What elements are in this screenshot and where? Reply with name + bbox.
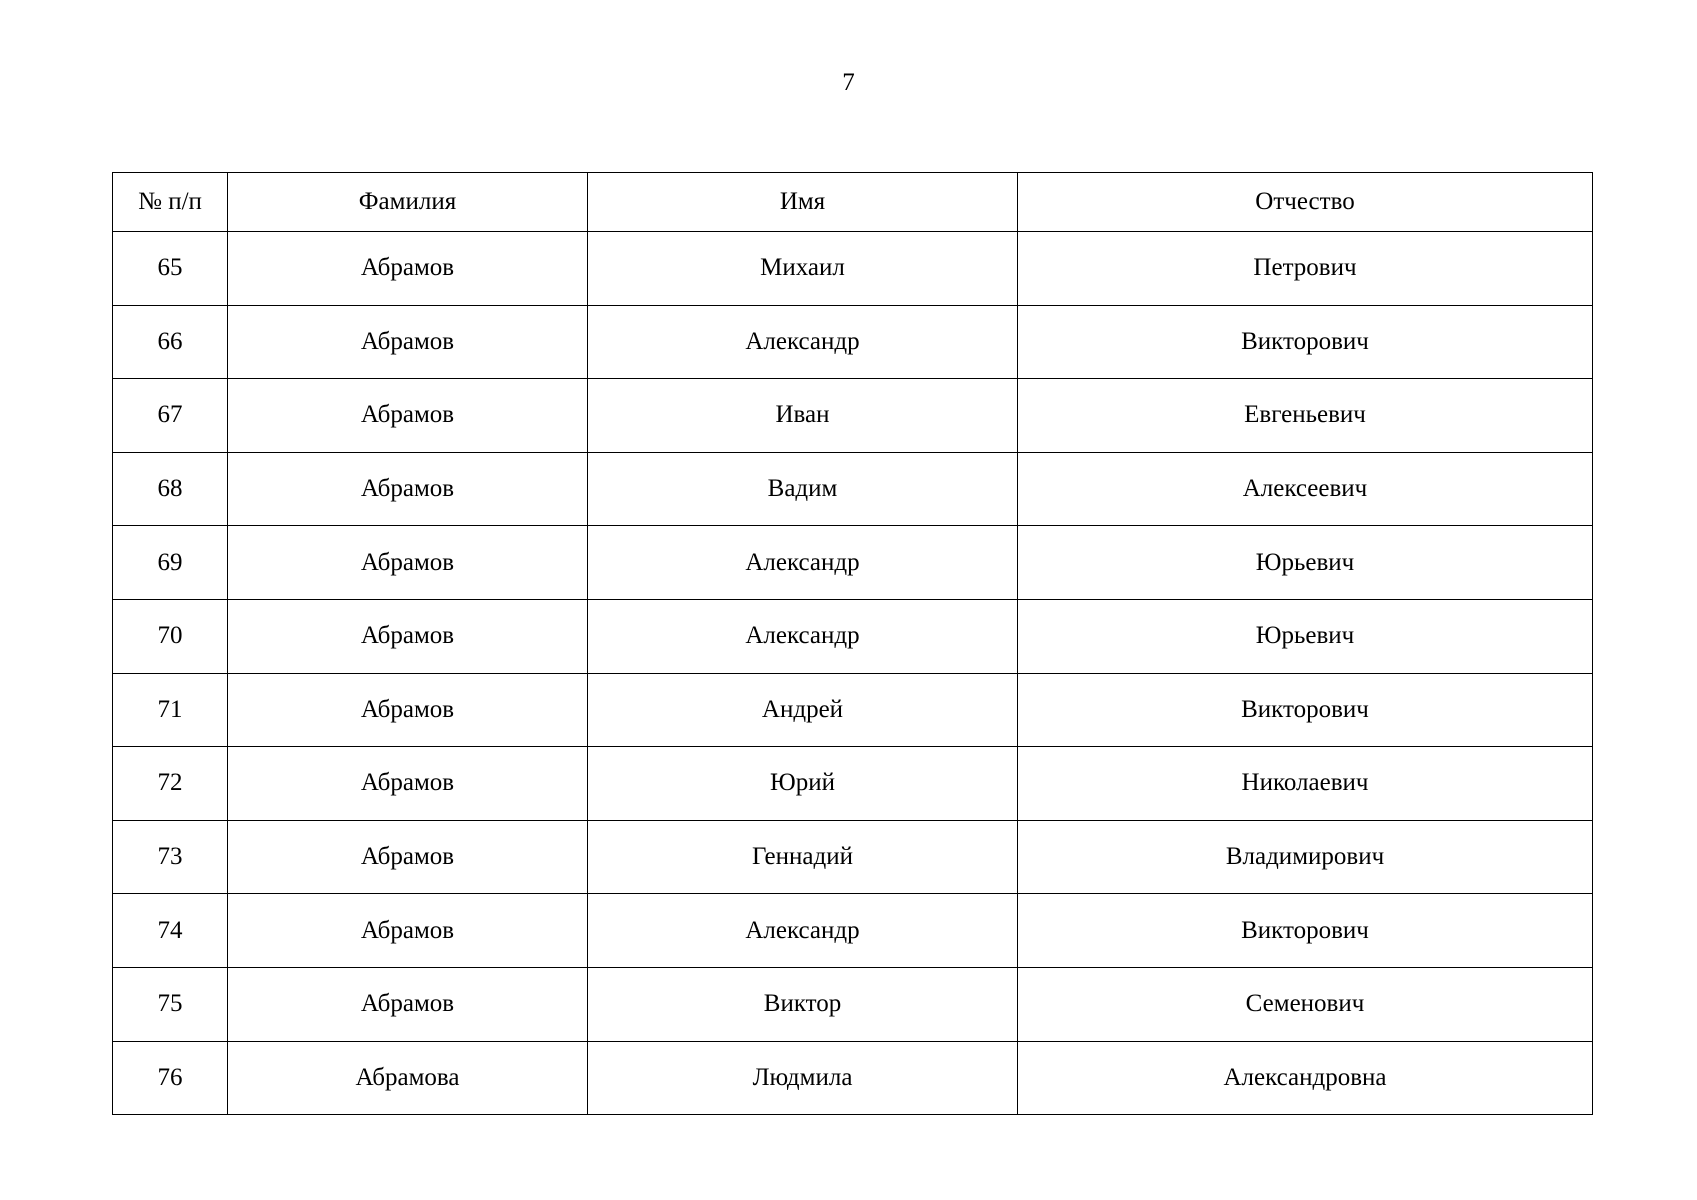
cell-number: 72 bbox=[113, 747, 228, 821]
cell-number: 65 bbox=[113, 232, 228, 306]
header-row bbox=[113, 173, 1593, 232]
cell-first-name: Юрий bbox=[588, 747, 1018, 821]
cell-number: 73 bbox=[113, 820, 228, 894]
cell-patronymic: Викторович bbox=[1018, 673, 1593, 747]
table-row bbox=[113, 820, 1593, 894]
cell-last-name: Абрамов bbox=[228, 232, 588, 306]
cell-first-name: Андрей bbox=[588, 673, 1018, 747]
cell-first-name: Иван bbox=[588, 379, 1018, 453]
cell-first-name: Виктор bbox=[588, 967, 1018, 1041]
table-header bbox=[113, 173, 1593, 232]
cell-patronymic: Семенович bbox=[1018, 967, 1593, 1041]
cell-last-name: Абрамов bbox=[228, 894, 588, 968]
table-row bbox=[113, 673, 1593, 747]
cell-last-name: Абрамов bbox=[228, 379, 588, 453]
cell-last-name: Абрамов bbox=[228, 967, 588, 1041]
cell-patronymic: Алексеевич bbox=[1018, 452, 1593, 526]
cell-first-name: Александр bbox=[588, 599, 1018, 673]
header-number: № п/п bbox=[113, 173, 228, 232]
cell-last-name: Абрамов bbox=[228, 305, 588, 379]
cell-number: 66 bbox=[113, 305, 228, 379]
cell-patronymic: Евгеньевич bbox=[1018, 379, 1593, 453]
cell-last-name: Абрамов bbox=[228, 820, 588, 894]
cell-first-name: Александр bbox=[588, 894, 1018, 968]
table-body bbox=[113, 232, 1593, 1115]
table-row bbox=[113, 967, 1593, 1041]
cell-patronymic: Александровна bbox=[1018, 1041, 1593, 1115]
cell-patronymic: Викторович bbox=[1018, 894, 1593, 968]
table-row bbox=[113, 452, 1593, 526]
page-number: 7 bbox=[842, 69, 855, 96]
cell-first-name: Вадим bbox=[588, 452, 1018, 526]
cell-first-name: Людмила bbox=[588, 1041, 1018, 1115]
cell-patronymic: Юрьевич bbox=[1018, 599, 1593, 673]
table-row bbox=[113, 526, 1593, 600]
table-row bbox=[113, 305, 1593, 379]
cell-number: 74 bbox=[113, 894, 228, 968]
table-row bbox=[113, 599, 1593, 673]
table-row bbox=[113, 1041, 1593, 1115]
header-last-name: Фамилия bbox=[228, 173, 588, 232]
cell-last-name: Абрамов bbox=[228, 526, 588, 600]
header-patronymic: Отчество bbox=[1018, 173, 1593, 232]
cell-number: 75 bbox=[113, 967, 228, 1041]
table-row bbox=[113, 232, 1593, 306]
cell-patronymic: Николаевич bbox=[1018, 747, 1593, 821]
cell-number: 76 bbox=[113, 1041, 228, 1115]
cell-last-name: Абрамов bbox=[228, 673, 588, 747]
header-first-name: Имя bbox=[588, 173, 1018, 232]
cell-patronymic: Викторович bbox=[1018, 305, 1593, 379]
cell-last-name: Абрамова bbox=[228, 1041, 588, 1115]
cell-last-name: Абрамов bbox=[228, 452, 588, 526]
cell-patronymic: Петрович bbox=[1018, 232, 1593, 306]
cell-patronymic: Юрьевич bbox=[1018, 526, 1593, 600]
cell-number: 68 bbox=[113, 452, 228, 526]
cell-number: 71 bbox=[113, 673, 228, 747]
cell-number: 67 bbox=[113, 379, 228, 453]
roster-table bbox=[112, 172, 1593, 1115]
cell-number: 69 bbox=[113, 526, 228, 600]
cell-number: 70 bbox=[113, 599, 228, 673]
cell-first-name: Геннадий bbox=[588, 820, 1018, 894]
table-row bbox=[113, 894, 1593, 968]
table-row bbox=[113, 379, 1593, 453]
cell-first-name: Михаил bbox=[588, 232, 1018, 306]
cell-first-name: Александр bbox=[588, 305, 1018, 379]
cell-patronymic: Владимирович bbox=[1018, 820, 1593, 894]
cell-last-name: Абрамов bbox=[228, 599, 588, 673]
cell-last-name: Абрамов bbox=[228, 747, 588, 821]
cell-first-name: Александр bbox=[588, 526, 1018, 600]
table-row bbox=[113, 747, 1593, 821]
